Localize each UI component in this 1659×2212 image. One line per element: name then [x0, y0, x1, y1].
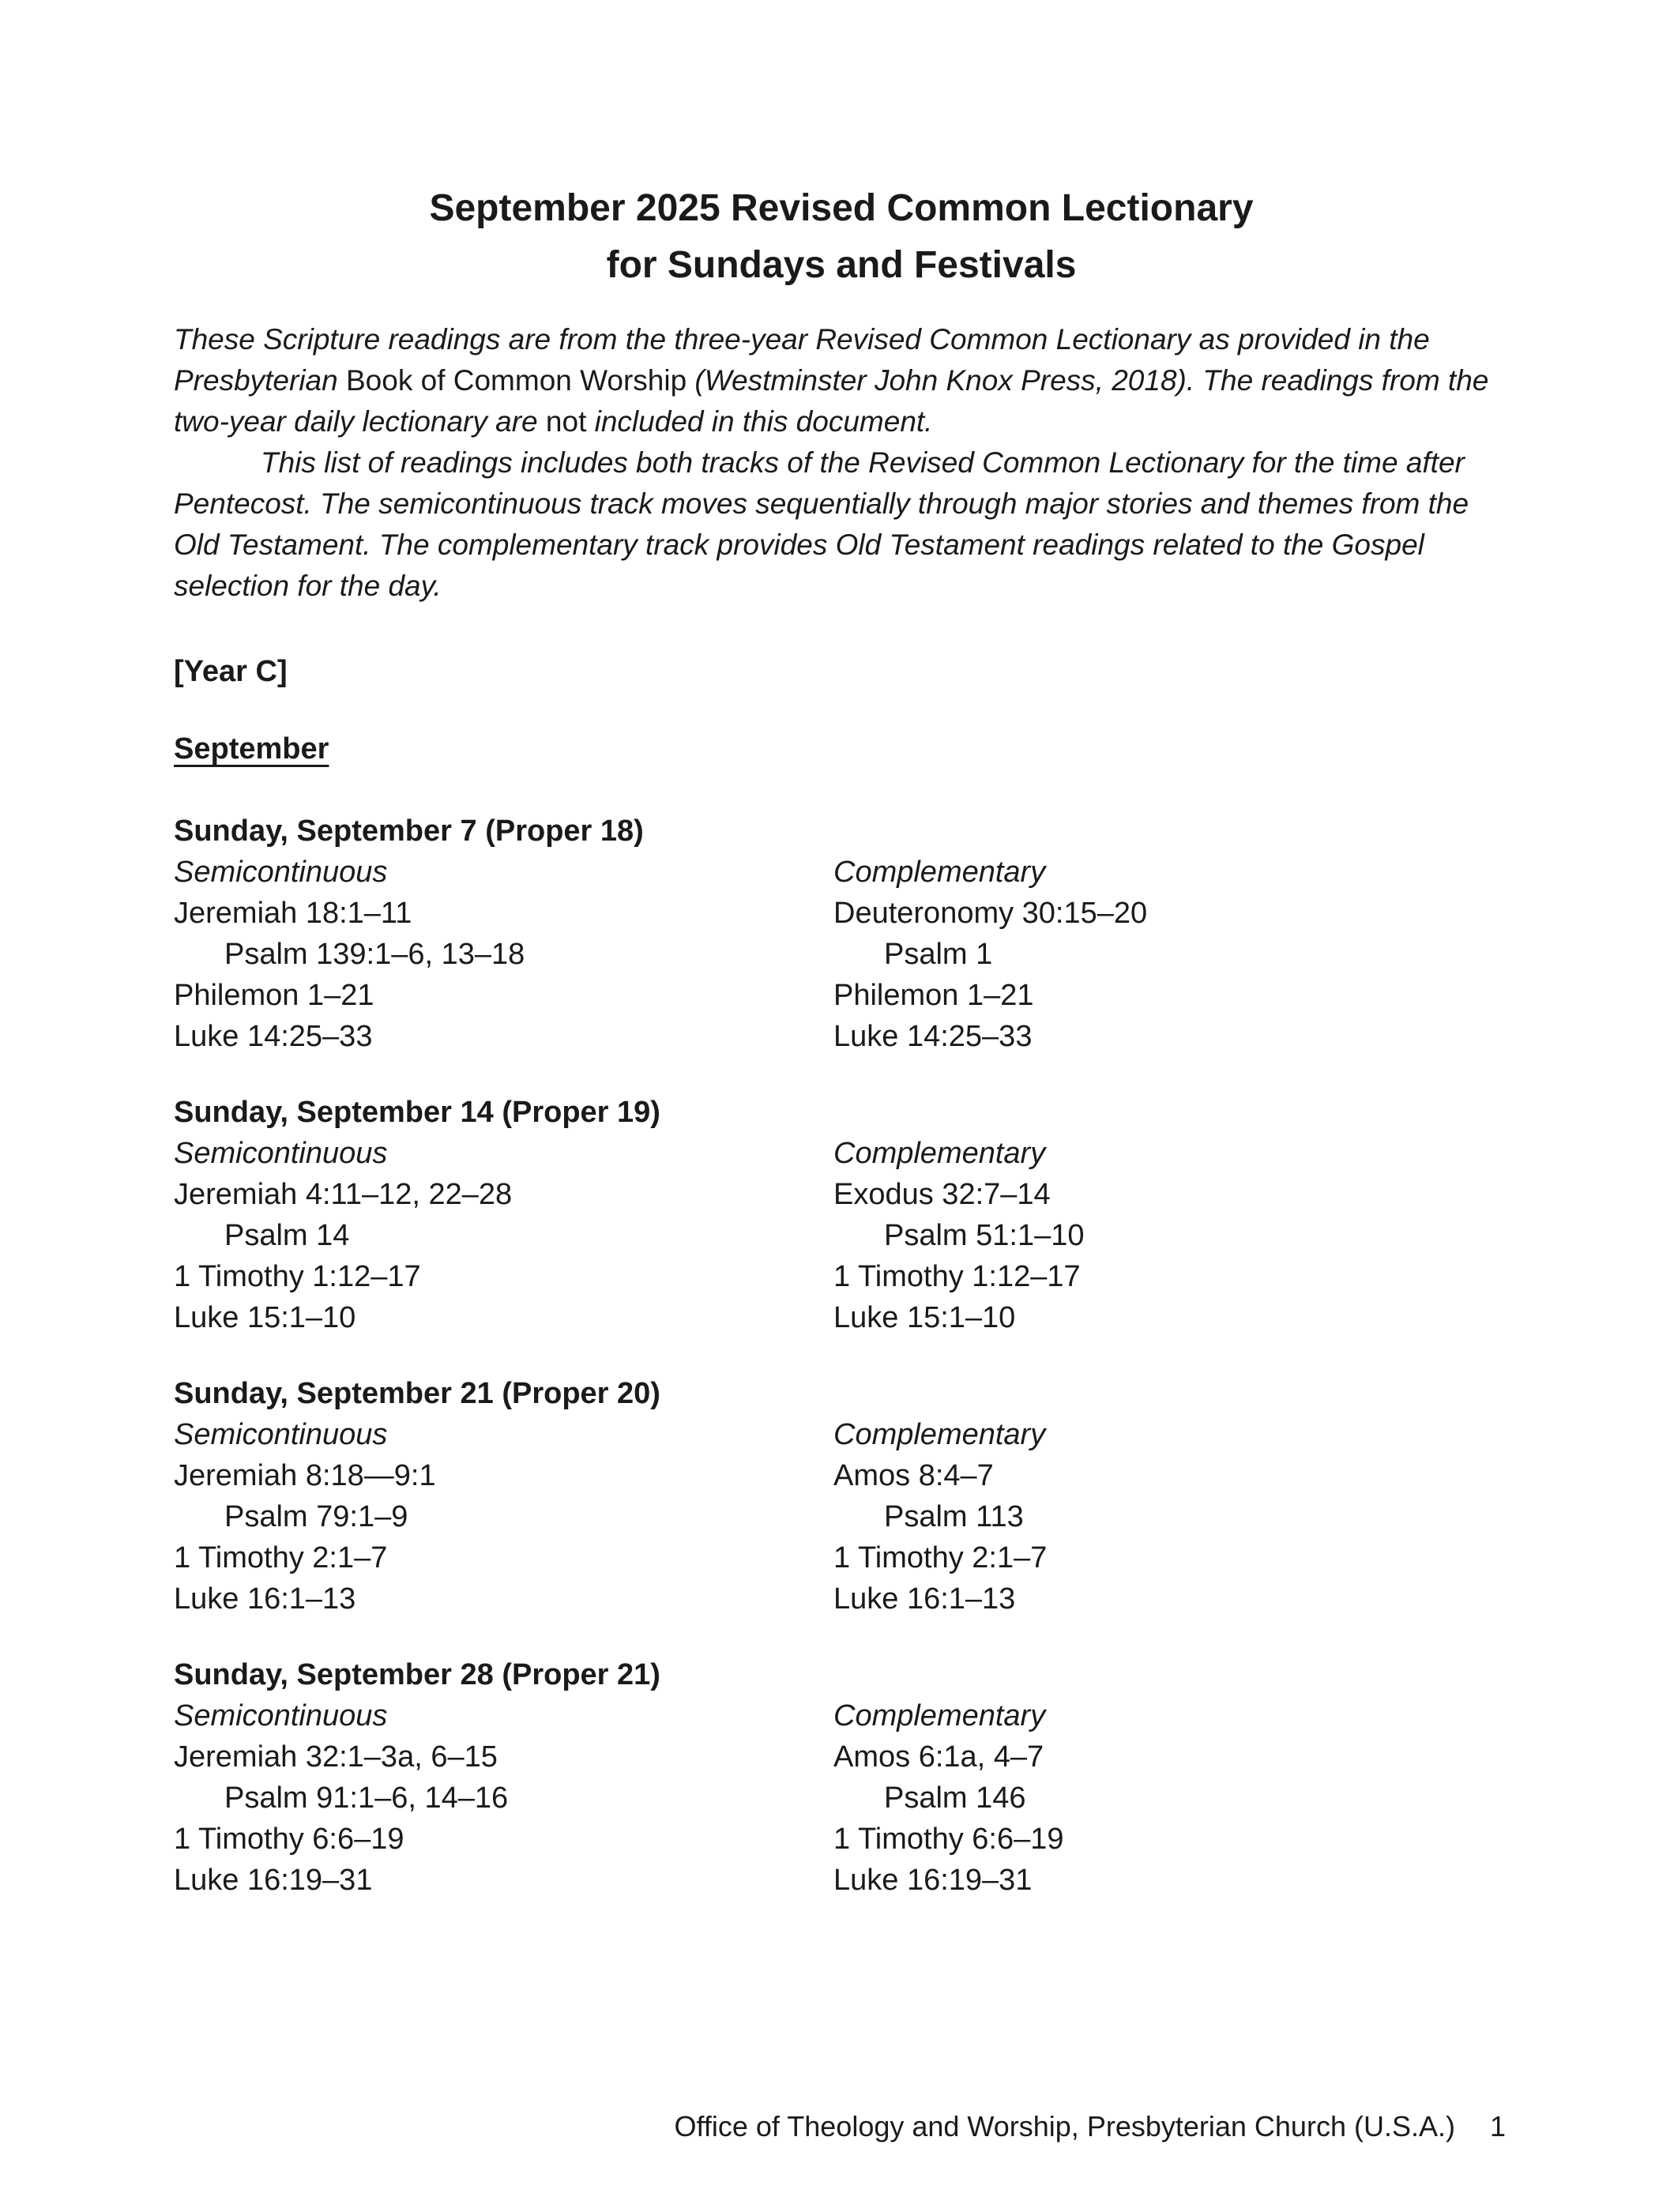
- track-label-complementary: Complementary: [833, 856, 1046, 889]
- reading-line: Luke 16:19–31: [174, 1864, 373, 1897]
- intro-paragraph-2: This list of readings includes both tracks of the Revised Common Lectionary for the time after Pentecost. The semicontinuous track moves sequentially through major stories and themes from the Old Testament. The complementary track provides Old Testament readings related to the Gospel selection for the day.: [174, 446, 1469, 602]
- reading-line: 1 Timothy 1:12–17: [833, 1260, 1081, 1293]
- reading-line: Jeremiah 18:1–11: [174, 897, 412, 930]
- reading-line: 1 Timothy 2:1–7: [174, 1541, 388, 1574]
- reading-line: Luke 15:1–10: [174, 1301, 356, 1334]
- reading-line: Luke 15:1–10: [833, 1301, 1016, 1334]
- semicontinuous-column: [174, 1695, 833, 1901]
- complementary-column: [833, 1414, 1509, 1620]
- month-heading-row: [174, 728, 1509, 776]
- footer-text: Office of Theology and Worship, Presbyterian Church (U.S.A.): [674, 2110, 1455, 2142]
- reading-line: Philemon 1–21: [833, 979, 1034, 1012]
- day-block-september-7: [174, 811, 1509, 1057]
- reading-line: Exodus 32:7–14: [833, 1178, 1051, 1211]
- track-label-complementary: Complementary: [833, 1137, 1046, 1170]
- reading-line: Jeremiah 4:11–12, 22–28: [174, 1178, 513, 1211]
- reading-line: Luke 14:25–33: [174, 1020, 373, 1053]
- semicontinuous-column: [174, 1414, 833, 1620]
- reading-line: 1 Timothy 2:1–7: [833, 1541, 1048, 1574]
- track-label-semicontinuous: Semicontinuous: [174, 1137, 388, 1170]
- day-heading: Sunday, September 28 (Proper 21): [174, 1658, 660, 1691]
- track-label-semicontinuous: Semicontinuous: [174, 856, 388, 889]
- intro-text: These Scripture readings are from the three-year Revised Common Lectionary as provided in the Presbyterian: [174, 323, 1430, 397]
- track-label-complementary: Complementary: [833, 1699, 1046, 1732]
- reading-line: Luke 16:19–31: [833, 1864, 1033, 1897]
- intro-text: (Westminster John Knox Press, 2018). The readings from the two-year daily lectionary are: [174, 364, 1489, 438]
- semicontinuous-column: [174, 1133, 833, 1338]
- day-heading: Sunday, September 21 (Proper 20): [174, 1377, 660, 1410]
- psalm-reading-line: Psalm 14: [224, 1219, 350, 1252]
- reading-line: Amos 6:1a, 4–7: [833, 1740, 1044, 1774]
- psalm-reading-line: Psalm 113: [884, 1500, 1024, 1533]
- page-footer: [675, 2108, 1506, 2146]
- track-label-complementary: Complementary: [833, 1418, 1046, 1451]
- book-title-text: Book of Common Worship: [346, 364, 687, 397]
- psalm-reading-line: Psalm 146: [884, 1781, 1026, 1815]
- reading-line: Jeremiah 32:1–3a, 6–15: [174, 1740, 498, 1774]
- document-title: [174, 180, 1509, 294]
- reading-line: Deuteronomy 30:15–20: [833, 897, 1148, 930]
- complementary-column: [833, 1695, 1509, 1901]
- reading-line: 1 Timothy 6:6–19: [833, 1823, 1064, 1856]
- reading-line: Amos 8:4–7: [833, 1459, 994, 1492]
- year-heading: [Year C]: [174, 655, 288, 688]
- track-label-semicontinuous: Semicontinuous: [174, 1699, 388, 1732]
- complementary-column: [833, 852, 1509, 1057]
- reading-line: Luke 16:1–13: [174, 1582, 356, 1616]
- day-block-september-28: [174, 1654, 1509, 1901]
- semicontinuous-column: [174, 852, 833, 1057]
- reading-line: Luke 14:25–33: [833, 1020, 1033, 1053]
- psalm-reading-line: Psalm 91:1–6, 14–16: [224, 1781, 509, 1815]
- day-heading: Sunday, September 7 (Proper 18): [174, 814, 644, 848]
- month-heading: September: [174, 732, 329, 766]
- reading-line: Philemon 1–21: [174, 979, 374, 1012]
- psalm-reading-line: Psalm 51:1–10: [884, 1219, 1085, 1252]
- day-heading: Sunday, September 14 (Proper 19): [174, 1096, 660, 1129]
- psalm-reading-line: Psalm 139:1–6, 13–18: [224, 938, 525, 971]
- psalm-reading-line: Psalm 79:1–9: [224, 1500, 408, 1533]
- intro-text: included in this document.: [586, 405, 933, 438]
- track-label-semicontinuous: Semicontinuous: [174, 1418, 388, 1451]
- reading-columns: [174, 1133, 1509, 1338]
- emphasis-text: not: [545, 405, 587, 438]
- page-number: 1: [1489, 2110, 1506, 2142]
- reading-line: Luke 16:1–13: [833, 1582, 1016, 1616]
- document-title-line-2: for Sundays and Festivals: [606, 244, 1077, 286]
- reading-line: 1 Timothy 6:6–19: [174, 1823, 404, 1856]
- reading-columns: [174, 852, 1509, 1057]
- day-block-september-21: [174, 1373, 1509, 1620]
- reading-columns: [174, 1414, 1509, 1620]
- day-block-september-14: [174, 1092, 1509, 1338]
- document-title-line-1: September 2025 Revised Common Lectionary: [429, 187, 1254, 229]
- intro-paragraph-1: [174, 319, 1509, 442]
- reading-line: 1 Timothy 1:12–17: [174, 1260, 421, 1293]
- psalm-reading-line: Psalm 1: [884, 938, 993, 971]
- complementary-column: [833, 1133, 1509, 1338]
- reading-columns: [174, 1695, 1509, 1901]
- reading-line: Jeremiah 8:18—9:1: [174, 1459, 436, 1492]
